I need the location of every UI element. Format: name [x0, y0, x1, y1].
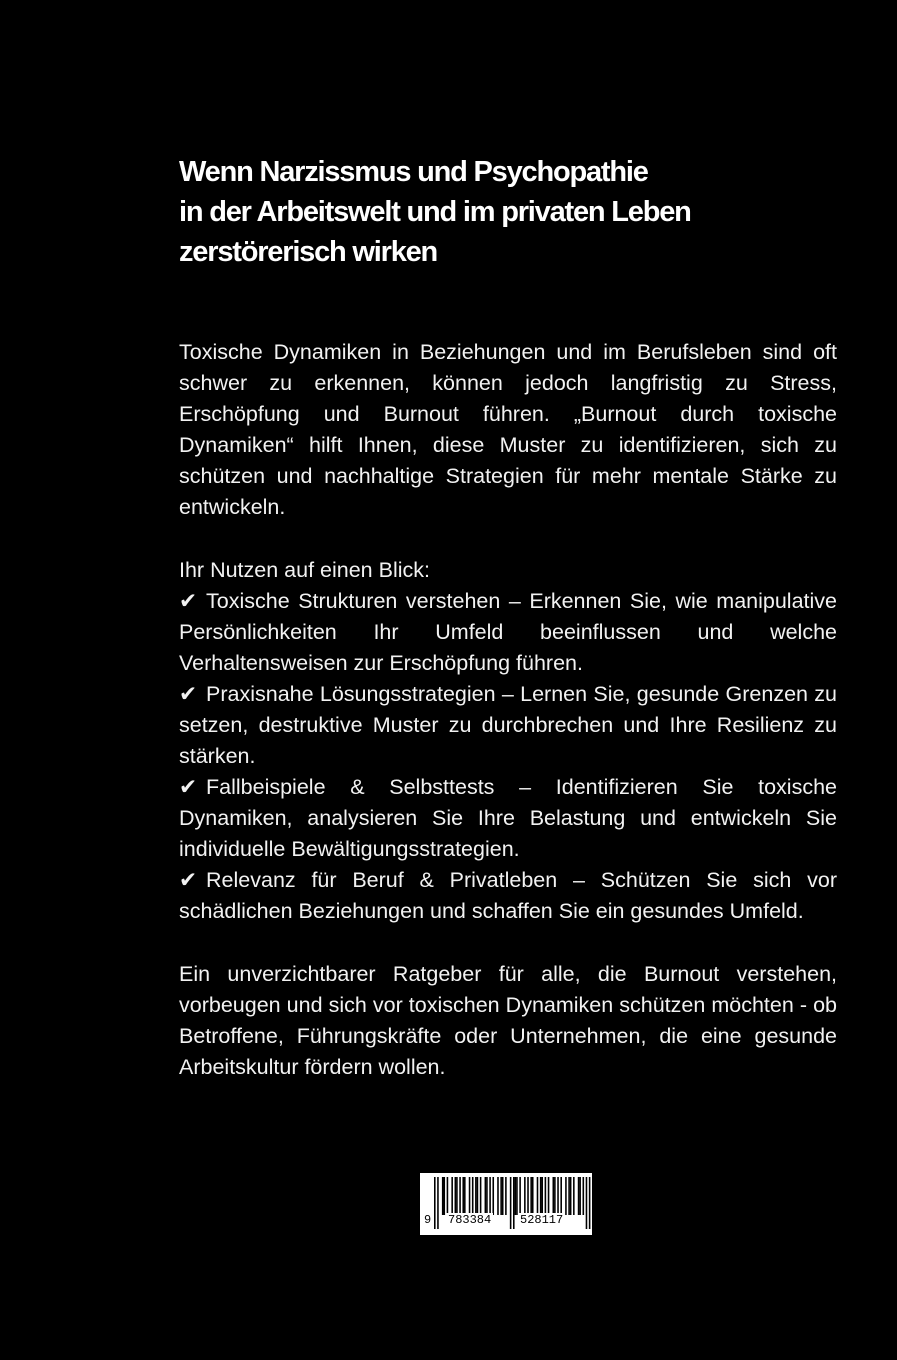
benefit-item	[179, 772, 837, 865]
benefit-text: Fallbeispiele & Selbsttests – Identifizieren Sie toxische Dynamiken, analysieren Sie Ihre Belastung und entwickeln Sie individuelle Bewältigungsstrategien.	[179, 775, 837, 861]
closing-paragraph: Ein unverzichtbarer Ratgeber für alle, die Burnout verstehen, vorbeugen und sich vor toxischen Dynamiken schützen möchten - ob Betroffene, Führungskräfte oder Unternehmen, die eine gesunde Arbeitskultur fördern wollen.	[179, 962, 837, 1079]
barcode-bar	[485, 1177, 487, 1215]
barcode-bar	[557, 1177, 559, 1215]
barcode-bar	[469, 1177, 471, 1215]
barcode-bar	[502, 1177, 504, 1215]
isbn-barcode	[420, 1173, 592, 1235]
barcode-bar	[568, 1177, 570, 1215]
barcode-bar	[540, 1177, 542, 1215]
barcode-bar	[527, 1177, 529, 1215]
barcode-bar	[447, 1177, 449, 1215]
benefit-text: Toxische Strukturen verstehen – Erkennen Sie, wie manipulative Persönlichkeiten Ihr Umfeld beeinflussen und welche Verhaltensweisen zur Erschöpfung führen.	[179, 589, 837, 675]
barcode-bar	[537, 1177, 539, 1215]
barcode-bar	[541, 1177, 543, 1215]
barcode-bar	[548, 1177, 550, 1215]
benefit-item	[179, 586, 837, 679]
back-cover-text	[179, 152, 837, 1083]
barcode-bar	[451, 1177, 453, 1215]
barcode-bar	[472, 1177, 474, 1215]
barcode-bar	[505, 1177, 507, 1215]
barcode-bar	[480, 1177, 482, 1215]
barcode-right-group: 528117	[520, 1213, 564, 1227]
title-line: in der Arbeitswelt und im privaten Leben	[179, 196, 691, 228]
checkmark-icon: ✔	[179, 868, 198, 892]
benefit-text: Praxisnahe Lösungsstrategien – Lernen Sie, gesunde Grenzen zu setzen, destruktive Muster zu durchbrechen und Ihre Resilienz zu stärken.	[179, 682, 837, 768]
barcode-bar	[532, 1177, 534, 1215]
book-title	[179, 152, 837, 272]
barcode-bar	[497, 1177, 499, 1215]
barcode-digits	[424, 1213, 588, 1227]
intro-paragraph: Toxische Dynamiken in Beziehungen und im Berufsleben sind oft schwer zu erkennen, können jedoch langfristig zu Stress, Erschöpfung und Burnout führen. „Burnout durch toxische Dynamiken“ hilft Ihnen, diese Muster zu identifizieren, sich zu schützen und nachhaltige Strategien für mehr mentale Stärke zu entwickeln.	[179, 340, 837, 519]
barcode-bar	[492, 1177, 494, 1215]
title-line: Wenn Narzissmus und Psychopathie	[179, 156, 648, 188]
barcode-bar	[516, 1177, 518, 1215]
barcode-bar	[519, 1177, 521, 1215]
benefit-item	[179, 679, 837, 772]
barcode-bar	[455, 1177, 457, 1215]
checkmark-icon: ✔	[179, 775, 198, 799]
barcode-bar	[489, 1177, 491, 1215]
barcode-bar	[464, 1177, 466, 1215]
checkmark-icon: ✔	[179, 682, 198, 706]
benefit-item	[179, 865, 837, 927]
barcode-bar	[486, 1177, 488, 1215]
barcode-bar	[515, 1177, 517, 1215]
barcode-bar	[442, 1177, 444, 1215]
checkmark-icon: ✔	[179, 589, 198, 613]
benefit-text: Relevanz für Beruf & Privatleben – Schützen Sie sich vor schädlichen Beziehungen und schaffen Sie ein gesundes Umfeld.	[179, 868, 837, 923]
barcode-bar	[500, 1177, 502, 1215]
barcode-left-group: 783384	[448, 1213, 492, 1227]
barcode-bar	[524, 1177, 526, 1215]
barcode-bar	[530, 1177, 532, 1215]
barcode-first-digit: 9	[424, 1213, 432, 1227]
barcode-bar	[443, 1177, 445, 1215]
barcode-bar	[554, 1177, 556, 1215]
barcode-bar	[579, 1177, 581, 1215]
barcode-bar	[573, 1177, 575, 1215]
barcode-bar	[545, 1177, 547, 1215]
barcode-bar	[456, 1177, 458, 1215]
barcode-bar	[589, 1177, 591, 1229]
barcode-bar	[583, 1177, 585, 1215]
barcode-bar	[462, 1177, 464, 1215]
title-line: zerstörerisch wirken	[179, 236, 438, 268]
barcode-bar	[477, 1177, 479, 1215]
barcode-bar	[570, 1177, 572, 1215]
barcode-bar	[560, 1177, 562, 1215]
barcode-bar	[459, 1177, 461, 1215]
barcode-bar	[565, 1177, 567, 1215]
barcode-bar	[553, 1177, 555, 1215]
barcode-bar	[578, 1177, 580, 1215]
benefits-heading: Ihr Nutzen auf einen Blick:	[179, 558, 430, 582]
barcode-bar	[475, 1177, 477, 1215]
benefits-section	[179, 555, 837, 927]
